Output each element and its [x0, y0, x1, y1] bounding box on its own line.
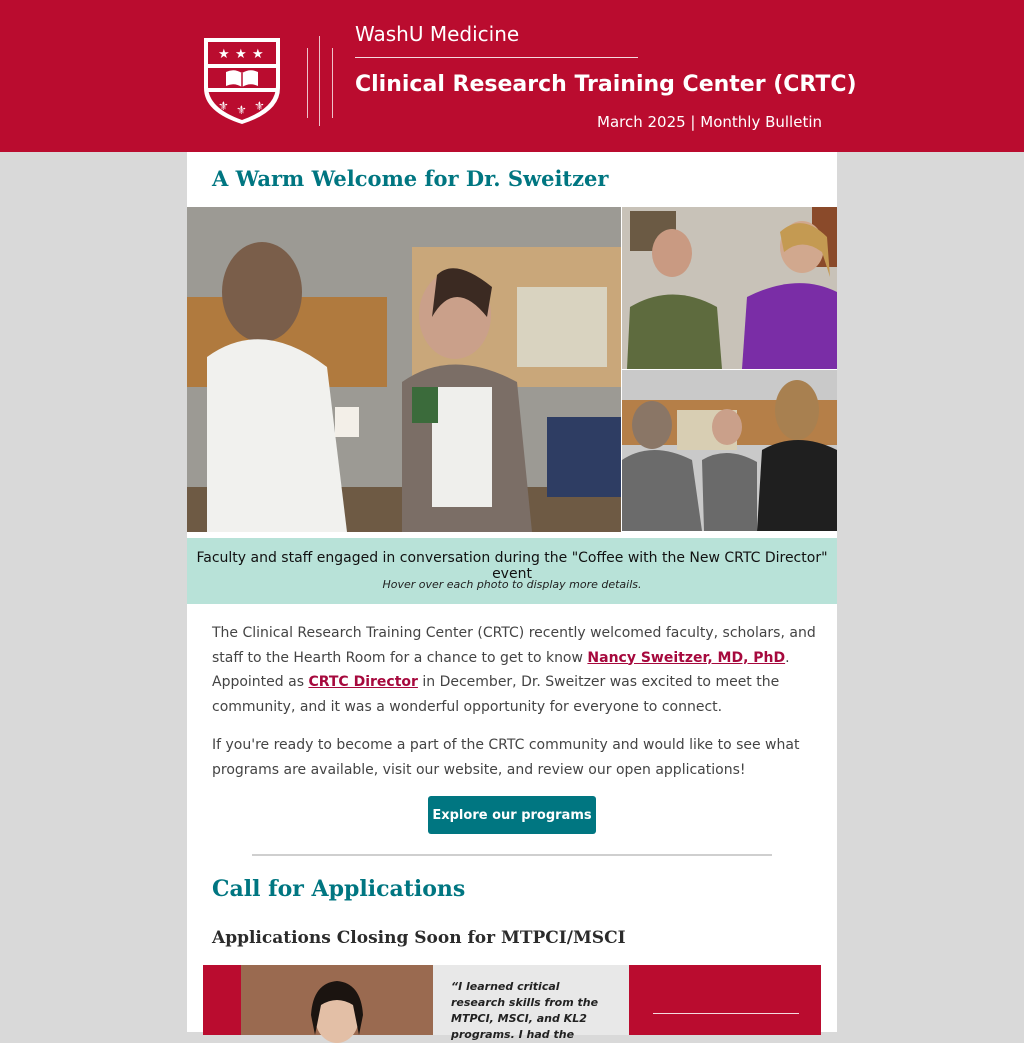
caption-text: Faculty and staff engaged in conversation during the "Coffee with the New CRTC Director" event: [196, 550, 828, 582]
section-divider: [252, 854, 772, 856]
svg-text:⚜: ⚜: [254, 99, 265, 113]
welcome-paragraph: [212, 621, 827, 719]
event-photo-main[interactable]: [187, 207, 621, 532]
explore-programs-button[interactable]: Explore our programs: [428, 796, 596, 834]
bulletin-date: March 2025 | Monthly Bulletin: [597, 113, 822, 131]
newsletter-body: [187, 152, 837, 1041]
welcome-text-3: in December, Dr. Sweitzer was excited to meet the community, and it was a wonderful opportunity for everyone to connect.: [212, 674, 780, 715]
crtc-director-link[interactable]: CRTC Director: [308, 674, 418, 690]
nancy-sweitzer-link[interactable]: Nancy Sweitzer, MD, PhD: [587, 649, 786, 666]
mtpci-msci-promo-banner[interactable]: [203, 965, 821, 1041]
welcome-text-1: The Clinical Research Training Center (CRTC) recently welcomed faculty, scholars, and staff to the Hearth Room for a chance to get to know: [212, 625, 816, 666]
welcome-text-2: . Appointed as: [212, 649, 790, 690]
programs-paragraph: If you're ready to become a part of the CRTC community and would like to see what programs are available, visit our website, and review our open applications!: [212, 737, 800, 778]
header-rule: [355, 57, 638, 58]
photo-caption: [187, 538, 837, 604]
welcome-heading: A Warm Welcome for Dr. Sweitzer: [212, 166, 609, 191]
applications-subheading: Applications Closing Soon for MTPCI/MSCI: [212, 928, 626, 948]
caption-hint: Hover over each photo to display more details.: [382, 578, 642, 591]
header-divider: [319, 36, 320, 126]
washu-shield-logo: [202, 36, 282, 126]
org-name: WashU Medicine: [355, 22, 520, 46]
event-photo-bottom-right[interactable]: [622, 370, 837, 531]
svg-text:★: ★: [218, 47, 230, 62]
header-divider: [332, 48, 333, 118]
header-banner: [0, 0, 1024, 152]
center-name: Clinical Research Training Center (CRTC): [355, 72, 857, 97]
svg-text:★: ★: [252, 47, 264, 62]
call-for-applications-heading: Call for Applications: [212, 876, 466, 902]
promo-rule: [653, 1013, 799, 1014]
svg-text:★: ★: [235, 47, 247, 62]
scholar-photo: [241, 965, 433, 1035]
header-divider: [307, 48, 308, 118]
svg-text:⚜: ⚜: [218, 99, 229, 113]
svg-text:⚜: ⚜: [236, 103, 247, 117]
event-photo-top-right[interactable]: [622, 207, 837, 369]
scholar-quote: “I learned critical research skills from the MTPCI, MSCI, and KL2 programs. I had the: [433, 965, 629, 1035]
